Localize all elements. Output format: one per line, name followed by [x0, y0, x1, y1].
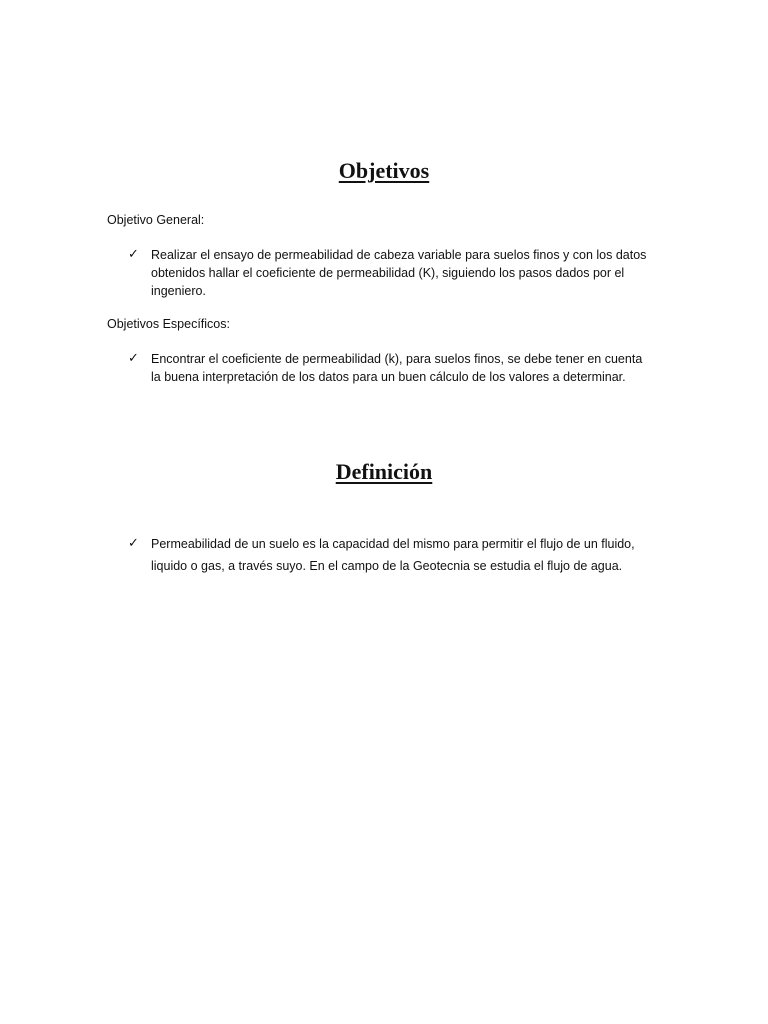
objetivos-heading: Objetivos	[338, 158, 430, 183]
checkmark-icon: ✓	[128, 247, 139, 262]
definicion-item	[128, 533, 648, 577]
definicion-heading: Definición	[335, 459, 433, 484]
objetivo-general-item	[128, 246, 648, 300]
objetivos-especificos-label: Objetivos Específicos:	[107, 317, 230, 331]
objetivo-general-label: Objetivo General:	[107, 213, 205, 227]
objetivo-general-text: Realizar el ensayo de permeabilidad de cabeza variable para suelos finos y con los datos obtenidos hallar el coeficiente de permeabilidad (K), siguiendo los pasos dados por el ingeniero.	[151, 248, 647, 298]
checkmark-icon: ✓	[128, 351, 139, 366]
objetivo-especifico-text: Encontrar el coeficiente de permeabilidad (k), para suelos finos, se debe tener en cuenta la buena interpretación de los datos para un buen cálculo de los valores a determinar.	[151, 352, 643, 384]
definicion-text: Permeabilidad de un suelo es la capacidad del mismo para permitir el flujo de un fluido, liquido o gas, a través suyo. En el campo de la Geotecnia se estudia el flujo de agua.	[151, 537, 635, 573]
checkmark-icon: ✓	[128, 536, 139, 551]
objetivo-especifico-item	[128, 350, 648, 386]
